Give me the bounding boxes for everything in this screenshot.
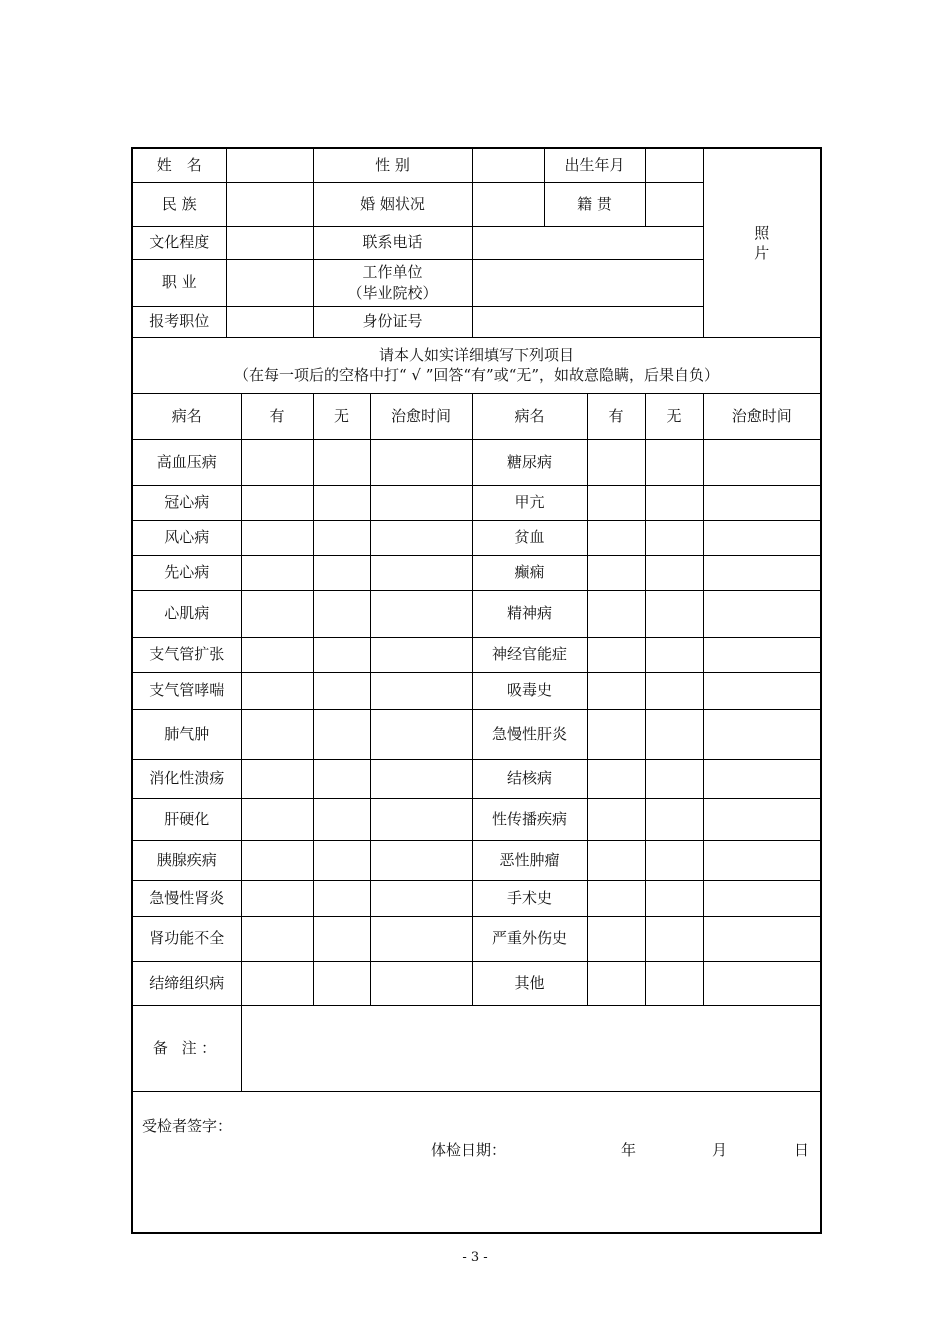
disease-name-right: 甲亢 (472, 485, 587, 520)
disease-row (132, 798, 821, 840)
disease-name-left: 胰腺疾病 (132, 840, 241, 880)
disease-name-left: 先心病 (132, 555, 241, 590)
yes-cell-left[interactable] (241, 880, 313, 916)
yes-cell-right[interactable] (587, 520, 645, 555)
yes-cell-left[interactable] (241, 439, 313, 485)
cure-time-cell-right[interactable] (703, 798, 821, 840)
notice-line-2: （在每一项后的空格中打“ √ ”回答“有”或“无”，如故意隐瞒，后果自负） (233, 366, 720, 384)
disease-row (132, 672, 821, 709)
yes-cell-left[interactable] (241, 798, 313, 840)
position-field[interactable] (226, 306, 313, 337)
signature-area (132, 1091, 821, 1233)
no-cell-right[interactable] (645, 637, 703, 672)
date-day: 日 (794, 1140, 810, 1159)
yes-cell-right[interactable] (587, 961, 645, 1005)
education-field[interactable] (226, 226, 313, 259)
photo-label-2: 片 (754, 243, 770, 262)
cure-time-cell-left[interactable] (370, 759, 472, 798)
col-cure-right: 治愈时间 (703, 393, 821, 439)
no-cell-left[interactable] (313, 759, 370, 798)
cure-time-cell-right[interactable] (703, 880, 821, 916)
yes-cell-right[interactable] (587, 672, 645, 709)
disease-row (132, 439, 821, 485)
notice-line-1: 请本人如实详细填写下列项目 (379, 345, 575, 364)
marital-label: 婚 姻状况 (313, 182, 472, 226)
yes-cell-right[interactable] (587, 840, 645, 880)
disease-name-left: 肾功能不全 (132, 916, 241, 961)
cure-time-cell-left[interactable] (370, 961, 472, 1005)
disease-name-left: 高血压病 (132, 439, 241, 485)
cure-time-cell-left[interactable] (370, 880, 472, 916)
disease-row (132, 520, 821, 555)
remarks-field[interactable] (241, 1005, 821, 1091)
cure-time-cell-right[interactable] (703, 672, 821, 709)
disease-name-right: 急慢性肝炎 (472, 709, 587, 759)
yes-cell-right[interactable] (587, 485, 645, 520)
disease-name-right: 精神病 (472, 590, 587, 637)
no-cell-right[interactable] (645, 555, 703, 590)
cure-time-cell-right[interactable] (703, 961, 821, 1005)
gender-label: 性 别 (313, 148, 472, 182)
name-field[interactable] (226, 148, 313, 182)
birth-label: 出生年月 (544, 148, 645, 182)
no-cell-right[interactable] (645, 961, 703, 1005)
no-cell-right[interactable] (645, 798, 703, 840)
disease-row (132, 590, 821, 637)
employer-label (313, 259, 472, 306)
no-cell-right[interactable] (645, 759, 703, 798)
disease-row (132, 555, 821, 590)
disease-name-right: 手术史 (472, 880, 587, 916)
cure-time-cell-right[interactable] (703, 759, 821, 798)
yes-cell-right[interactable] (587, 590, 645, 637)
education-label: 文化程度 (132, 226, 226, 259)
no-cell-left[interactable] (313, 672, 370, 709)
cure-time-cell-left[interactable] (370, 439, 472, 485)
yes-cell-left[interactable] (241, 590, 313, 637)
no-cell-left[interactable] (313, 961, 370, 1005)
disease-row (132, 961, 821, 1005)
no-cell-right[interactable] (645, 709, 703, 759)
cure-time-cell-right[interactable] (703, 637, 821, 672)
cure-time-cell-right[interactable] (703, 916, 821, 961)
col-cure-left: 治愈时间 (370, 393, 472, 439)
disease-name-right: 吸毒史 (472, 672, 587, 709)
row-notice (132, 337, 821, 393)
disease-name-right: 贫血 (472, 520, 587, 555)
col-disease-right: 病名 (472, 393, 587, 439)
yes-cell-right[interactable] (587, 555, 645, 590)
disease-name-left: 冠心病 (132, 485, 241, 520)
gender-field[interactable] (472, 148, 544, 182)
no-cell-left[interactable] (313, 485, 370, 520)
no-cell-left[interactable] (313, 520, 370, 555)
disease-row (132, 709, 821, 759)
id-field[interactable] (472, 306, 703, 337)
signer-label: 受检者签字： (142, 1116, 233, 1135)
phone-label: 联系电话 (313, 226, 472, 259)
no-cell-left[interactable] (313, 880, 370, 916)
disease-row (132, 485, 821, 520)
disease-name-right: 性传播疾病 (472, 798, 587, 840)
yes-cell-right[interactable] (587, 880, 645, 916)
remarks-row (132, 1005, 821, 1091)
yes-cell-left[interactable] (241, 555, 313, 590)
ethnicity-field[interactable] (226, 182, 313, 226)
no-cell-left[interactable] (313, 439, 370, 485)
position-label: 报考职位 (132, 306, 226, 337)
disease-row (132, 916, 821, 961)
cure-time-cell-right[interactable] (703, 439, 821, 485)
col-yes-right: 有 (587, 393, 645, 439)
disease-name-right: 结核病 (472, 759, 587, 798)
disease-name-left: 消化性溃疡 (132, 759, 241, 798)
cure-time-cell-left[interactable] (370, 798, 472, 840)
disease-name-right: 恶性肿瘤 (472, 840, 587, 880)
no-cell-left[interactable] (313, 709, 370, 759)
disease-name-right: 糖尿病 (472, 439, 587, 485)
disease-name-right: 神经官能症 (472, 637, 587, 672)
cure-time-cell-right[interactable] (703, 709, 821, 759)
disease-row (132, 759, 821, 798)
health-declaration-form (131, 147, 822, 1234)
disease-name-left: 肺气肿 (132, 709, 241, 759)
col-disease-left: 病名 (132, 393, 241, 439)
no-cell-left[interactable] (313, 637, 370, 672)
no-cell-left[interactable] (313, 555, 370, 590)
name-label: 姓 名 (132, 148, 226, 182)
marital-field[interactable] (472, 182, 544, 226)
occupation-field[interactable] (226, 259, 313, 306)
yes-cell-right[interactable] (587, 637, 645, 672)
cure-time-cell-left[interactable] (370, 672, 472, 709)
no-cell-right[interactable] (645, 672, 703, 709)
disease-name-left: 急慢性肾炎 (132, 880, 241, 916)
disease-header-row (132, 393, 821, 439)
phone-field[interactable] (472, 226, 703, 259)
cure-time-cell-left[interactable] (370, 709, 472, 759)
disease-row (132, 880, 821, 916)
cure-time-cell-left[interactable] (370, 840, 472, 880)
yes-cell-right[interactable] (587, 709, 645, 759)
no-cell-right[interactable] (645, 880, 703, 916)
date-month: 月 (712, 1140, 728, 1159)
cure-time-cell-left[interactable] (370, 916, 472, 961)
no-cell-right[interactable] (645, 840, 703, 880)
disease-rows (132, 439, 821, 1005)
disease-name-right: 癫痫 (472, 555, 587, 590)
page-number: - 3 - (462, 1250, 488, 1265)
disease-name-left: 风心病 (132, 520, 241, 555)
cure-time-cell-left[interactable] (370, 485, 472, 520)
signature-row (132, 1091, 821, 1233)
cure-time-cell-right[interactable] (703, 555, 821, 590)
cure-time-cell-left[interactable] (370, 590, 472, 637)
native-place-field[interactable] (645, 182, 703, 226)
native-place-label: 籍 贯 (544, 182, 645, 226)
remarks-label: 备 注： (132, 1005, 241, 1091)
cure-time-cell-left[interactable] (370, 637, 472, 672)
photo-label-1: 照 (754, 223, 770, 242)
yes-cell-left[interactable] (241, 916, 313, 961)
id-label: 身份证号 (313, 306, 472, 337)
yes-cell-left[interactable] (241, 485, 313, 520)
exam-date[interactable] (431, 1140, 808, 1162)
disease-row (132, 637, 821, 672)
disease-name-left: 肝硬化 (132, 798, 241, 840)
disease-name-right: 其他 (472, 961, 587, 1005)
yes-cell-right[interactable] (587, 916, 645, 961)
disease-name-left: 结缔组织病 (132, 961, 241, 1005)
yes-cell-left[interactable] (241, 709, 313, 759)
disease-name-right: 严重外伤史 (472, 916, 587, 961)
exam-date-label: 体检日期： (431, 1140, 507, 1159)
no-cell-right[interactable] (645, 916, 703, 961)
occupation-label: 职 业 (132, 259, 226, 306)
yes-cell-left[interactable] (241, 520, 313, 555)
cure-time-cell-right[interactable] (703, 590, 821, 637)
notice (132, 337, 821, 393)
no-cell-left[interactable] (313, 916, 370, 961)
cure-time-cell-right[interactable] (703, 485, 821, 520)
no-cell-left[interactable] (313, 590, 370, 637)
ethnicity-label: 民 族 (132, 182, 226, 226)
cure-time-cell-right[interactable] (703, 840, 821, 880)
col-no-left: 无 (313, 393, 370, 439)
col-yes-left: 有 (241, 393, 313, 439)
cure-time-cell-left[interactable] (370, 555, 472, 590)
yes-cell-right[interactable] (587, 439, 645, 485)
cure-time-cell-left[interactable] (370, 520, 472, 555)
yes-cell-right[interactable] (587, 798, 645, 840)
col-no-right: 无 (645, 393, 703, 439)
no-cell-right[interactable] (645, 590, 703, 637)
birth-field[interactable] (645, 148, 703, 182)
no-cell-right[interactable] (645, 520, 703, 555)
disease-name-left: 支气管哮喘 (132, 672, 241, 709)
no-cell-right[interactable] (645, 439, 703, 485)
disease-name-left: 心肌病 (132, 590, 241, 637)
yes-cell-right[interactable] (587, 759, 645, 798)
yes-cell-left[interactable] (241, 672, 313, 709)
employer-field[interactable] (472, 259, 703, 306)
disease-row (132, 840, 821, 880)
yes-cell-left[interactable] (241, 961, 313, 1005)
yes-cell-left[interactable] (241, 759, 313, 798)
no-cell-right[interactable] (645, 485, 703, 520)
employer-label-1: 工作单位 (362, 263, 423, 282)
employer-label-2: （毕业院校） (347, 283, 438, 302)
yes-cell-left[interactable] (241, 840, 313, 880)
yes-cell-left[interactable] (241, 637, 313, 672)
no-cell-left[interactable] (313, 840, 370, 880)
no-cell-left[interactable] (313, 798, 370, 840)
date-year: 年 (621, 1140, 637, 1159)
row-name (132, 148, 821, 182)
photo-area[interactable] (703, 148, 821, 337)
disease-name-left: 支气管扩张 (132, 637, 241, 672)
cure-time-cell-right[interactable] (703, 520, 821, 555)
